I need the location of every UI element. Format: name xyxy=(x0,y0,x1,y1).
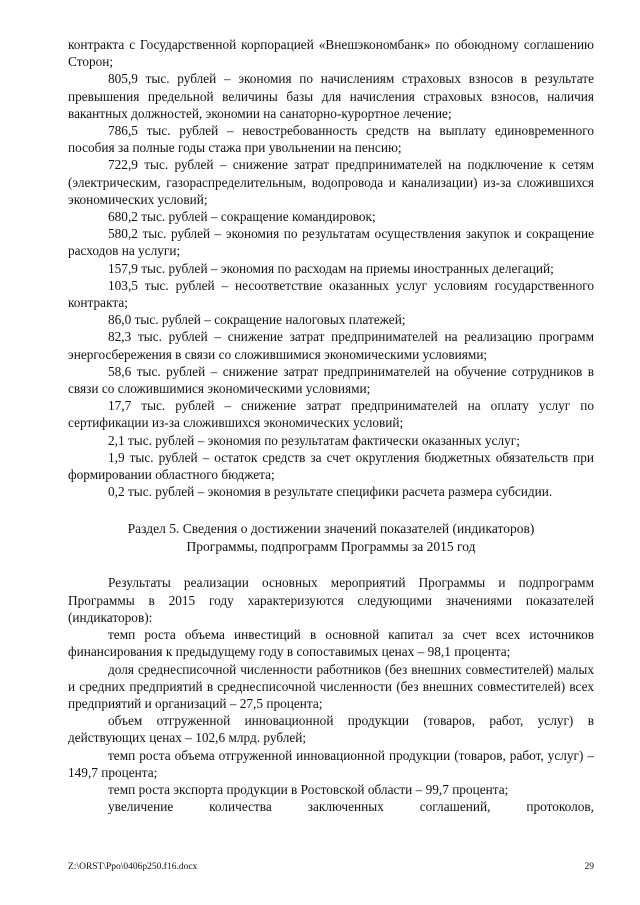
page-footer xyxy=(68,860,594,874)
paragraph: 580,2 тыс. рублей – экономия по результатам осуществления закупок и сокращение расходов на услуги; xyxy=(68,226,594,259)
paragraph: темп роста объема отгруженной инновационной продукции (товаров, работ, услуг) – 149,7 процента; xyxy=(68,747,594,780)
document-page xyxy=(68,36,594,815)
paragraph: 0,2 тыс. рублей – экономия в результате специфики расчета размера субсидии. xyxy=(108,484,553,500)
paragraph: темп роста объема инвестиций в основной капитал за счет всех источников финансирования к предыдущему году в сопоставимых ценах – 98,1 процента; xyxy=(68,627,594,660)
page-number: 29 xyxy=(584,862,594,872)
paragraph: темп роста экспорта продукции в Ростовской области – 99,7 процента; xyxy=(108,781,509,797)
body-text-before-heading xyxy=(68,36,594,500)
paragraph: 786,5 тыс. рублей – невостребованность средств на выплату единовременного пособия за полные годы стажа при увольнении на пенсию; xyxy=(68,123,594,156)
paragraph: увеличение количества заключенных соглашений, протоколов, xyxy=(108,799,594,815)
paragraph: объем отгруженной инновационной продукции (товаров, работ, услуг) в действующих ценах – 102,6 млрд. рублей; xyxy=(68,713,594,746)
section-heading-line-1: Раздел 5. Сведения о достижении значений показателей (индикаторов) xyxy=(127,521,535,537)
paragraph: контракта с Государственной корпорацией «Внешэкономбанк» по обоюдному соглашению Сторон; xyxy=(68,37,594,70)
paragraph: 82,3 тыс. рублей – снижение затрат предпринимателей на реализацию программ энергосбережения в связи со сложившимися экономическими условиями; xyxy=(68,329,594,362)
paragraph: 17,7 тыс. рублей – снижение затрат предпринимателей на оплату услуг по сертификации из-за сложившихся экономических условий; xyxy=(68,398,594,431)
paragraph: 722,9 тыс. рублей – снижение затрат предпринимателей на подключение к сетям (электрическим, газораспределительным, водопровода и канализации) из-за сложившихся экономических условий; xyxy=(68,157,594,207)
paragraph: 103,5 тыс. рублей – несоответствие оказанных услуг условиям государственного контракта; xyxy=(68,277,594,311)
paragraph: 805,9 тыс. рублей – экономия по начислениям страховых взносов в результате превышения предельной величины базы для начисления страховых взносов, наличия вакантных должностей, экономии на санаторно-курортное лечение; xyxy=(68,71,594,121)
paragraph: 86,0 тыс. рублей – сокращение налоговых платежей; xyxy=(108,312,406,328)
paragraph: 157,9 тыс. рублей – экономия по расходам на приемы иностранных делегаций; xyxy=(108,260,554,276)
section-heading xyxy=(68,520,594,555)
paragraph: доля среднесписочной численности работников (без внешних совместителей) малых и средних предприятий в среднесписочной численности (без внешних совместителей) всех предприятий и организаций – 27,5 процента; xyxy=(68,661,594,711)
paragraph: 2,1 тыс. рублей – экономия по результатам фактически оказанных услуг; xyxy=(108,432,520,448)
paragraph: Результаты реализации основных мероприятий Программы и подпрограмм Программы в 2015 году характеризуются следующими значениями показателей (индикаторов): xyxy=(68,575,594,625)
footer-file-path: Z:\ORST\Ppo\0406p250.f16.docx xyxy=(68,862,198,872)
paragraph: 1,9 тыс. рублей – остаток средств за счет округления бюджетных обязательств при формировании областного бюджета; xyxy=(68,449,594,483)
section-heading-line-2: Программы, подпрограмм Программы за 2015 год xyxy=(186,538,476,554)
paragraph: 680,2 тыс. рублей – сокращение командировок; xyxy=(108,209,376,225)
body-text-after-heading xyxy=(68,574,594,815)
paragraph: 58,6 тыс. рублей – снижение затрат предпринимателей на обучение сотрудников в связи со сложившимися экономическими условиями; xyxy=(68,363,594,397)
